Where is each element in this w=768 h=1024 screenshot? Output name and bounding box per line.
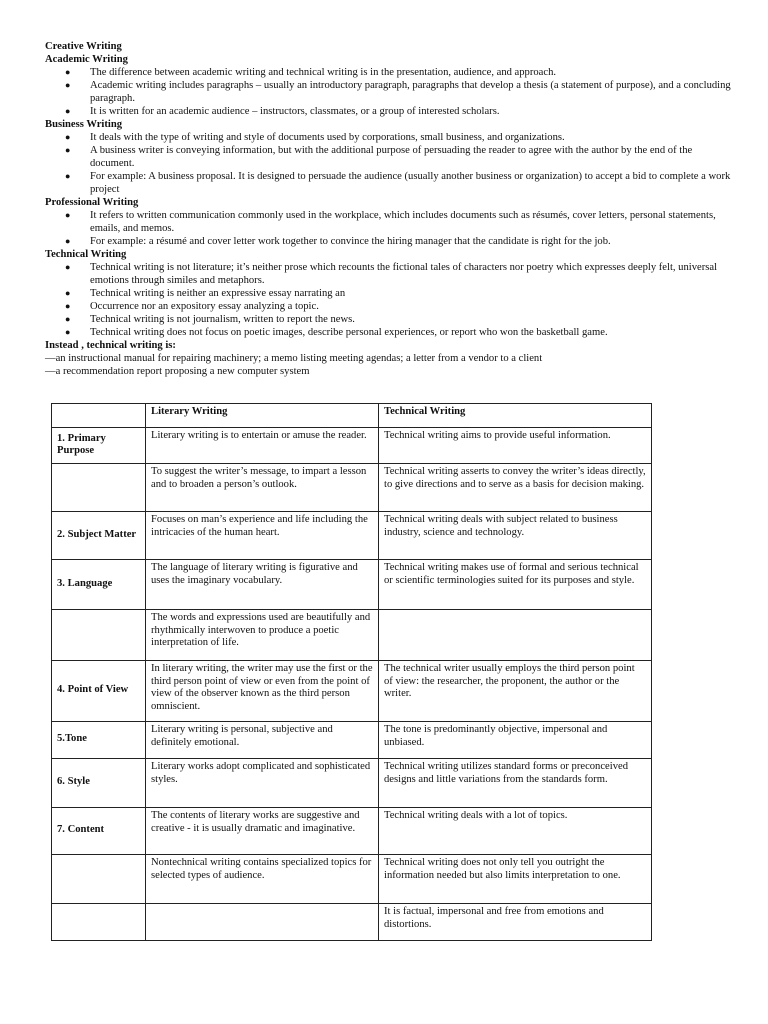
instead-line: —an instructional manual for repairing machinery; a memo listing meeting agendas; a letter from a vendor to a client [45,353,543,364]
row-label: 7. Content [52,808,146,855]
table-row [52,855,652,904]
bullet-icon: ● [65,301,71,311]
literary-cell: Focuses on man’s experience and life including the intricacies of the human heart. [146,512,379,560]
table-row [52,610,652,661]
table-row [52,661,652,722]
technical-cell: Technical writing does not only tell you outright the information needed but also limits interpretation to one. [379,855,652,904]
bullet-icon: ● [65,236,71,246]
instead-line: —a recommendation report proposing a new computer system [45,366,310,377]
list-item: ● The difference between academic writing and technical writing is in the presentation, audience, and approach. [65,67,557,78]
list-item: ● Technical writing is not journalism, written to report the news. [65,314,355,325]
table-row [52,722,652,759]
bullet-icon: ● [65,262,71,272]
table-row [52,464,652,512]
bullet-icon: ● [65,171,71,181]
table-header-row [52,404,652,428]
table-row [52,904,652,941]
technical-cell [379,610,652,661]
list-item: ● Technical writing does not focus on poetic images, describe personal experiences, or report who won the basketball game. [65,327,608,338]
literary-cell: In literary writing, the writer may use the first or the third person point of view or even from the point of view of the observer known as the third person omniscient. [146,661,379,722]
technical-list [45,261,735,339]
list-item: ● It refers to written communication commonly used in the workplace, which includes documents such as résumés, cover letters, personal statements, emails, and memos. [65,210,716,234]
technical-cell: The tone is predominantly objective, impersonal and unbiased. [379,722,652,759]
row-label [52,855,146,904]
bullet-icon: ● [65,314,71,324]
list-item: ● Technical writing is neither an expressive essay narrating an [65,288,346,299]
table-row [52,560,652,610]
list-item: ● A business writer is conveying information, but with the additional purpose of persuading the reader to agree with the author by the end of the document. [65,145,693,169]
literary-cell: The contents of literary works are suggestive and creative - it is usually dramatic and imaginative. [146,808,379,855]
heading-instead: Instead , technical writing is: [45,340,176,351]
bullet-icon: ● [65,80,71,90]
bullet-icon: ● [65,106,71,116]
academic-list [45,66,735,118]
technical-cell: Technical writing aims to provide useful information. [379,428,652,464]
bullet-icon: ● [65,327,71,337]
row-label: 3. Language [52,560,146,610]
literary-cell: Literary writing is to entertain or amuse the reader. [146,428,379,464]
header-literary: Literary Writing [146,404,379,428]
literary-cell: Literary works adopt complicated and sophisticated styles. [146,759,379,808]
heading-technical-writing: Technical Writing [45,249,127,260]
table-row [52,428,652,464]
list-item: ● It deals with the type of writing and style of documents used by corporations, small business, and organizations. [65,132,565,143]
header-cell [52,404,146,428]
row-label: 1. Primary Purpose [52,428,146,464]
list-item: ● Occurrence nor an expository essay analyzing a topic. [65,301,319,312]
technical-cell: Technical writing utilizes standard forms or preconceived designs and little variations from the standards form. [379,759,652,808]
list-item: ● Technical writing is not literature; it’s neither prose which recounts the fictional tales of characters nor poetry which expresses deeply felt, universal emotions through similes and metaphors. [65,262,718,286]
list-item: ● For example: A business proposal. It is designed to persuade the audience (usually another business or organization) to accept a bid to complete a work project [65,171,731,195]
technical-cell: Technical writing deals with a lot of topics. [379,808,652,855]
business-list [45,131,735,196]
list-item: ● Academic writing includes paragraphs – usually an introductory paragraph, paragraphs that develop a thesis (a statement of purpose), and a concluding paragraph. [65,80,731,104]
bullet-icon: ● [65,132,71,142]
row-label [52,464,146,512]
professional-list [45,209,735,248]
list-item: ● It is written for an academic audience – instructors, classmates, or a group of interested scholars. [65,106,500,117]
literary-cell: Literary writing is personal, subjective and definitely emotional. [146,722,379,759]
heading-business-writing: Business Writing [45,119,123,130]
technical-cell: Technical writing asserts to convey the writer’s ideas directly, to give directions and to serve as a basis for decision making. [379,464,652,512]
literary-cell: Nontechnical writing contains specialized topics for selected types of audience. [146,855,379,904]
literary-cell: To suggest the writer’s message, to impart a lesson and to broaden a person’s outlook. [146,464,379,512]
header-technical: Technical Writing [379,404,652,428]
document-text [45,40,735,378]
bullet-icon: ● [65,145,71,155]
technical-cell: Technical writing deals with subject related to business industry, science and technology. [379,512,652,560]
heading-professional-writing: Professional Writing [45,197,139,208]
row-label: 6. Style [52,759,146,808]
heading-creative-writing: Creative Writing [45,41,122,52]
table-row [52,759,652,808]
comparison-table [51,403,652,941]
technical-cell: It is factual, impersonal and free from emotions and distortions. [379,904,652,941]
technical-cell: Technical writing makes use of formal and serious technical or scientific terminologies suited for its purposes and style. [379,560,652,610]
technical-cell: The technical writer usually employs the third person point of view: the researcher, the proponent, the author or the writer. [379,661,652,722]
bullet-icon: ● [65,210,71,220]
row-label [52,904,146,941]
row-label [52,610,146,661]
literary-cell: The words and expressions used are beautifully and rhythmically interwoven to produce a poetic interpretation of life. [146,610,379,661]
heading-academic-writing: Academic Writing [45,54,128,65]
row-label: 5.Tone [52,722,146,759]
table-row [52,512,652,560]
bullet-icon: ● [65,67,71,77]
row-label: 2. Subject Matter [52,512,146,560]
literary-cell [146,904,379,941]
row-label: 4. Point of View [52,661,146,722]
list-item: ● For example: a résumé and cover letter work together to convince the hiring manager that the candidate is right for the job. [65,236,611,247]
table-row [52,808,652,855]
bullet-icon: ● [65,288,71,298]
literary-cell: The language of literary writing is figurative and uses the imaginary vocabulary. [146,560,379,610]
